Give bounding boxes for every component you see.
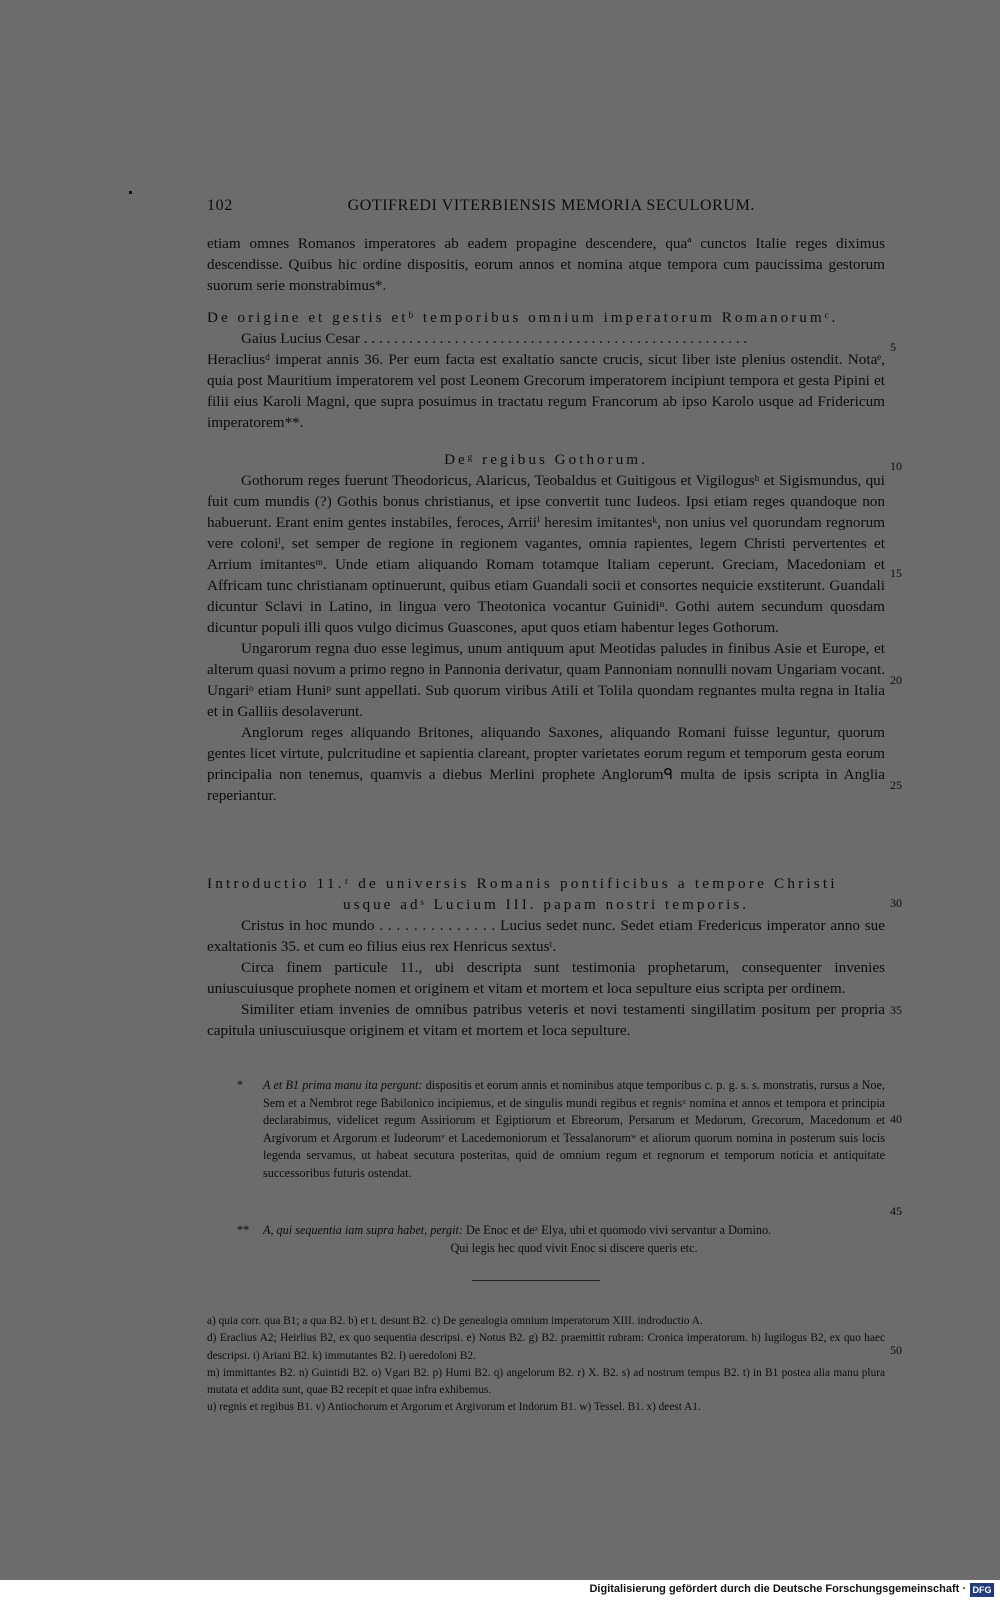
line-number: 25	[890, 778, 902, 792]
heading-imperatores: De origine et gestis etᵇ temporibus omnium imperatorum Romanorumᶜ.	[207, 309, 839, 326]
circa-paragraph: Circa finem particule 11., ubi descripta sunt testimonia prophetarum, consequenter invenies uniuscuiusque prophete nomen et originem et vitam et mortem et loca sepulture eius scripta per ordinem.	[207, 959, 885, 997]
footnote-lead: A et B1 prima manu ita pergunt:	[263, 1078, 423, 1092]
line-number: 10	[890, 459, 902, 473]
heading-gothorum: Deᵍ regibus Gothorum.	[444, 451, 648, 468]
footnote-text: De Enoc et deˣ Elya, ubi et quomodo vivi servantur a Domino.	[466, 1223, 772, 1237]
running-header	[207, 197, 755, 215]
footer-bar	[0, 1580, 1000, 1601]
apparatus-line: d) Eraclius A2; Heirlius B2, ex quo sequentia descripsi. e) Notus B2. g) B2. praemittit rubram: Cronica imperatorum. h) Iugilogus B2, ex quo haec descripsi. i) Ariani B2. k) immutantes B2. l) ueredoloni B2.	[207, 1332, 885, 1362]
heraclius-paragraph: Heracliusᵈ imperat annis 36. Per eum facta est exaltatio sancte crucis, sicut liber iste plenius ostendit. Notaᵉ, quia post Mauritium imperatorem vel post Leonem Grecorum imperatorem incipiunt tempora et gesta Pipini et filii eius Karoli Magni, que supra posuimus in tractatu regum Francorum ab ipso Karolo usque ad Fridericum imperatorem**.	[207, 351, 885, 431]
apparatus-line: m) immittantes B2. n) Guintidi B2. o) Vgari B2. p) Humi B2. q) angelorum B2. r) X. B2. s) ad nostrum tempus B2. t) in B1 postea alia manu plura mutata et addita sunt, quae B2 recepit et quae infra exhibemus.	[207, 1366, 885, 1397]
ungarorum-paragraph: Ungarorum regna duo esse legimus, unum antiquum aput Meotidas paludes in finibus Asie et Europe, et alterum quasi novum a primo regno in Pannonia derivatur, quam Pannoniam nonnulli novam Ungariam vocant. Ungariᵒ etiam Huniᵖ sunt appellati. Sub quorum viribus Atili et Tolila quondam regnantes multa regna in Italia et in Galliis desolaverunt.	[207, 640, 885, 720]
separator-rule	[472, 1280, 600, 1281]
line-number: 40	[890, 1112, 902, 1126]
line-number: 20	[890, 673, 902, 687]
intro-paragraph	[207, 233, 885, 296]
similiter-paragraph: Similiter etiam invenies de omnibus patribus veteris et novi testamenti singillatim positum per propria capitula uniuscuiusque originem et vitam et mortem et loca sepulture.	[207, 1001, 885, 1039]
gaius-line: Gaius Lucius Cesar . . . . . . . . . . . . . . . . . . . . . . . . . . . . . . . . . . . . . . . . . . . . . . . . . . .	[241, 330, 748, 347]
footnote-lead: A, qui sequentia iam supra habet, pergit:	[263, 1223, 463, 1237]
anglorum-paragraph: Anglorum reges aliquando Britones, aliquando Saxones, aliquando Romani fuisse leguntur, quorum gentes licet virtute, pulcritudine et sapientia clareant, propter varietates eorum regum et temporum gesta eorum principalia non tenemus, quamvis a diebus Merlini prophete Anglorumᑫ multa de ipsis scripta in Anglia reperiantur.	[207, 724, 885, 804]
footnote-marker: *	[237, 1078, 244, 1092]
line-number: 5	[890, 340, 896, 354]
cristus-paragraph: Cristus in hoc mundo . . . . . . . . . . . . . . Lucius sedet nunc. Sedet etiam Fredericus imperator anno sue exaltationis 35. et cum eo filius eius rex Henricus sextusᵗ.	[207, 917, 885, 955]
page-number: 102	[207, 197, 233, 214]
footnote-double-star	[237, 1222, 885, 1257]
dfg-logo-icon: DFG	[970, 1583, 994, 1597]
section-pontifices	[207, 873, 885, 1041]
intro-text: etiam omnes Romanos imperatores ab eadem propagine descendere, quaª cunctos Italie reges diximus descendisse. Quibus hic ordine dispositis, eorum annos et nomina atque tempora cum paucissima gestorum suorum serie monstrabimus*.	[207, 235, 885, 294]
footnote-verse: Qui legis hec quod vivit Enoc si discere queris etc.	[450, 1240, 698, 1255]
line-number: 15	[890, 566, 902, 580]
line-number: 35	[890, 1003, 902, 1017]
critical-apparatus	[207, 1313, 885, 1417]
line-number: 45	[890, 1204, 902, 1218]
line-number: 50	[890, 1343, 902, 1357]
heading-pontifices-line1: Introductio 11.ʳ de universis Romanis pontificibus a tempore Christi	[207, 875, 838, 892]
footnote-star	[237, 1077, 885, 1183]
section-imperatores	[207, 307, 885, 433]
footnote-marker: **	[237, 1223, 250, 1237]
running-title: GOTIFREDI VITERBIENSIS MEMORIA SECULORUM.	[347, 197, 755, 214]
gothorum-paragraph: Gothorum reges fuerunt Theodoricus, Alaricus, Teobaldus et Guitigous et Vigilogusʰ et Sigismundus, qui fuit cum mundis (?) Gothis bonus christianus, et ipse convertit tunc Iudeos. Ipsi etiam reges quandoque non habuerunt. Erant enim gentes instabiles, feroces, Arriiⁱ heresim imitantesᵏ, non unius vel quorundam regnorum vere coloniˡ, set semper de regione in regionem vagantes, omnia rapientes, legem Christi pervertentes et Arrium imitantesᵐ. Unde etiam aliquando Romam totamque Italiam ceperunt. Greciam, Macedoniam et Affricam tunc christianam optinuerunt, quibus etiam Guandali socii et consortes nequicie exstiterunt. Guandali dicuntur Sclavi in Latino, in lingua vero Theotonica vocantur Guinidiⁿ. Gothi autem secundum quosdam dicuntur populi illi quos vulgo dicimus Guascones, aput quos etiam habentur leges Gothorum.	[207, 472, 885, 636]
apparatus-line: a) quia corr. qua B1; a qua B2. b) et t. desunt B2. c) De genealogia omnium imperatorum XIII. indroductio A.	[207, 1315, 703, 1327]
section-gothorum	[207, 449, 885, 806]
stray-mark	[129, 191, 132, 194]
heading-pontifices-line2: usque adˢ Lucium III. papam nostri temporis.	[342, 896, 749, 913]
footnote-text: dispositis et eorum annis et nominibus atque temporibus c. p. g. s. s. monstratis, rursus a Noe, Sem et a Nembrot rege Babilonico incipiemus, et de singulis mundi regibus et regnisᵘ nomina et annos et tempora et principia declarabimus, videlicet regum Assiriorum et Egiptiorum et Ebreorum, Persarum et Medorum, Grecorum, Macedonum et Argivorum et Argorum et Iudeorumᵛ et Lacedemoniorum et Tessalanorumʷ et aliorum quorum nomina in posterum suis locis legenda servamus, ut habeat secutura posteritas, quid de omnium regum et regnorum et temporum noticia et antiquitate successoribus futuris ostendat.	[263, 1078, 885, 1180]
apparatus-line: u) regnis et regibus B1. v) Antiochorum et Argorum et Argivorum et Indorum B1. w) Tessel. B1. x) deest A1.	[207, 1401, 701, 1414]
footer-credit: Digitalisierung gefördert durch die Deutsche Forschungsgemeinschaft ·	[589, 1583, 966, 1595]
line-number: 30	[890, 896, 902, 910]
